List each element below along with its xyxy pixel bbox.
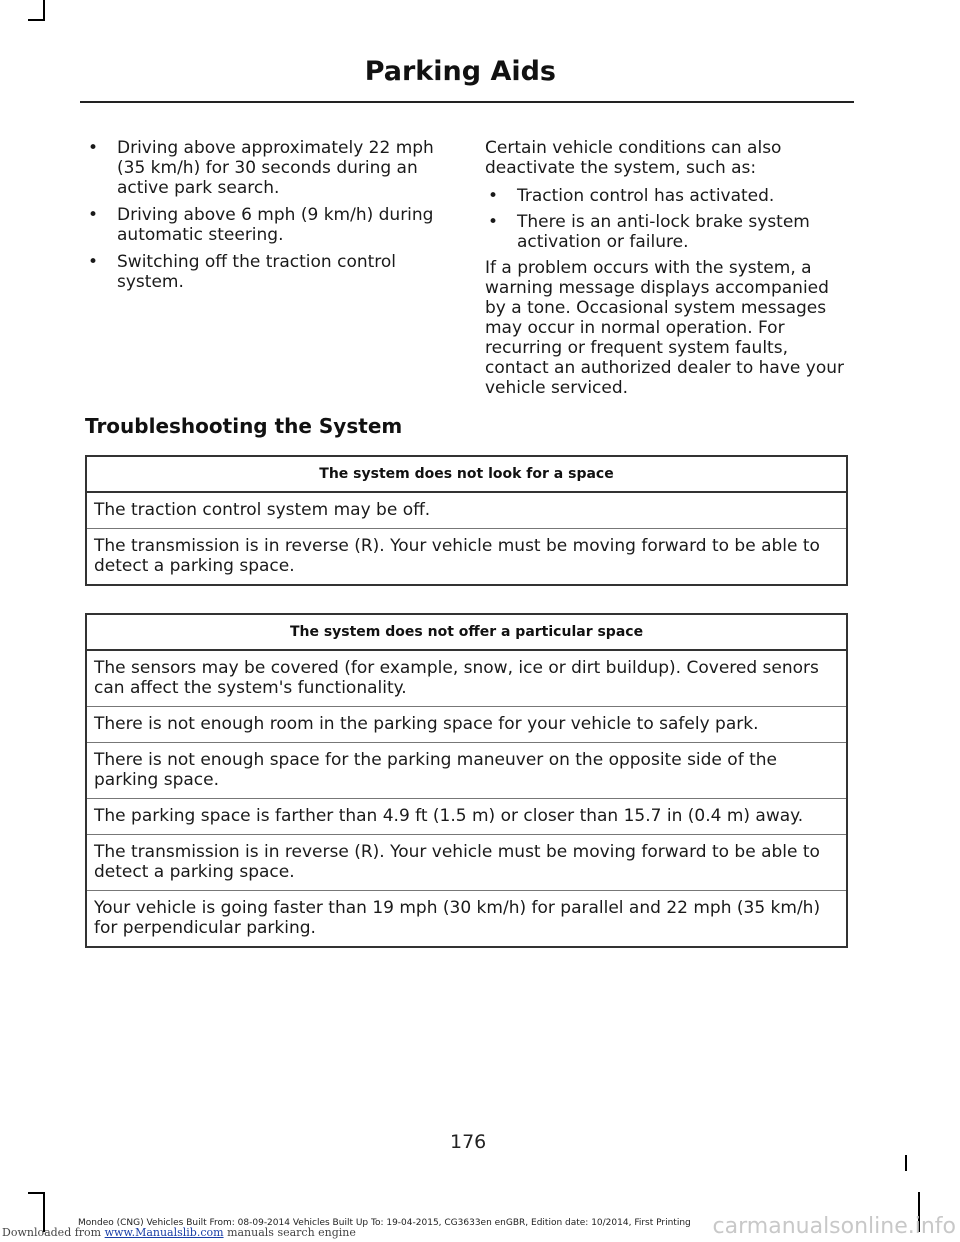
table-row (86, 799, 847, 835)
troubleshooting-table-no-search (85, 455, 848, 586)
table-cell: The transmission is in reverse (R). Your vehicle must be moving forward to be able to detect a parking space. (86, 835, 847, 891)
bullet-icon: • (88, 205, 99, 225)
bullet-icon: • (488, 186, 499, 206)
table-row (86, 707, 847, 743)
list-item (485, 212, 855, 252)
list-item-text: Driving above approximately 22 mph (35 km/h) for 30 seconds during an active park search. (117, 138, 434, 198)
title-divider (80, 101, 854, 103)
bullet-icon: • (88, 138, 99, 158)
intro-paragraph: Certain vehicle conditions can also deactivate the system, such as: (485, 138, 782, 178)
table-cell: The parking space is farther than 4.9 ft (1.5 m) or closer than 15.7 in (0.4 m) away. (86, 799, 847, 835)
table-cell: There is not enough space for the parking maneuver on the opposite side of the parking space. (86, 743, 847, 799)
table-header: The system does not look for a space (86, 456, 847, 492)
table-row (86, 529, 847, 586)
warning-paragraph: If a problem occurs with the system, a warning message displays accompanied by a tone. Occasional system messages may occur in normal operation. For recurring or frequent system faults, contact an authorized dealer to have your vehicle serviced. (485, 258, 844, 398)
list-item-text: Switching off the traction control system. (117, 252, 397, 292)
page-number: 176 (450, 1131, 487, 1153)
right-column (485, 138, 855, 406)
downloaded-from-text: Downloaded from (2, 1226, 102, 1239)
manualslib-link[interactable]: www.Manualslib.com (104, 1226, 224, 1239)
page-section-title: Parking Aids (364, 56, 556, 87)
table-header: The system does not offer a particular space (86, 614, 847, 650)
list-item (85, 205, 445, 245)
search-engine-text: manuals search engine (227, 1226, 356, 1239)
list-item (485, 186, 855, 206)
table-row (86, 492, 847, 529)
bullet-icon: • (88, 252, 99, 272)
troubleshooting-table-no-offer (85, 613, 848, 948)
crop-mark-top-left-horizontal (28, 19, 45, 21)
table-row (86, 650, 847, 707)
watermark: carmanualsonline.info (712, 1214, 956, 1239)
bullet-icon: • (488, 212, 499, 232)
list-item-text: Traction control has activated. (517, 186, 775, 206)
table-row (86, 891, 847, 948)
right-bullet-list (485, 186, 855, 252)
table-cell: There is not enough room in the parking space for your vehicle to safely park. (86, 707, 847, 743)
table-cell: Your vehicle is going faster than 19 mph (30 km/h) for parallel and 22 mph (35 km/h) for perpendicular parking. (86, 891, 847, 948)
list-item (85, 138, 445, 198)
troubleshooting-heading: Troubleshooting the System (85, 414, 403, 438)
crop-mark-top-left-vertical (43, 0, 45, 20)
crop-mark-right-small (905, 1155, 907, 1171)
download-credit (2, 1226, 356, 1239)
edition-info: Mondeo (CNG) Vehicles Built From: 08-09-2014 Vehicles Built Up To: 19-04-2015, CG3633en enGBR, Edition date: 10/2014, First Printing (78, 1218, 691, 1228)
crop-mark-bottom-left-horizontal (28, 1192, 45, 1194)
table-cell: The traction control system may be off. (86, 492, 847, 529)
list-item-text: Driving above 6 mph (9 km/h) during automatic steering. (117, 205, 434, 245)
footer (0, 1214, 960, 1242)
list-item-text: There is an anti-lock brake system activation or failure. (517, 212, 810, 252)
list-item (85, 252, 445, 292)
table-row (86, 743, 847, 799)
table-row (86, 835, 847, 891)
table-cell: The sensors may be covered (for example, snow, ice or dirt buildup). Covered senors can affect the system's functionality. (86, 650, 847, 707)
left-bullet-list (85, 138, 445, 292)
left-column (85, 138, 445, 299)
table-cell: The transmission is in reverse (R). Your vehicle must be moving forward to be able to detect a parking space. (86, 529, 847, 586)
